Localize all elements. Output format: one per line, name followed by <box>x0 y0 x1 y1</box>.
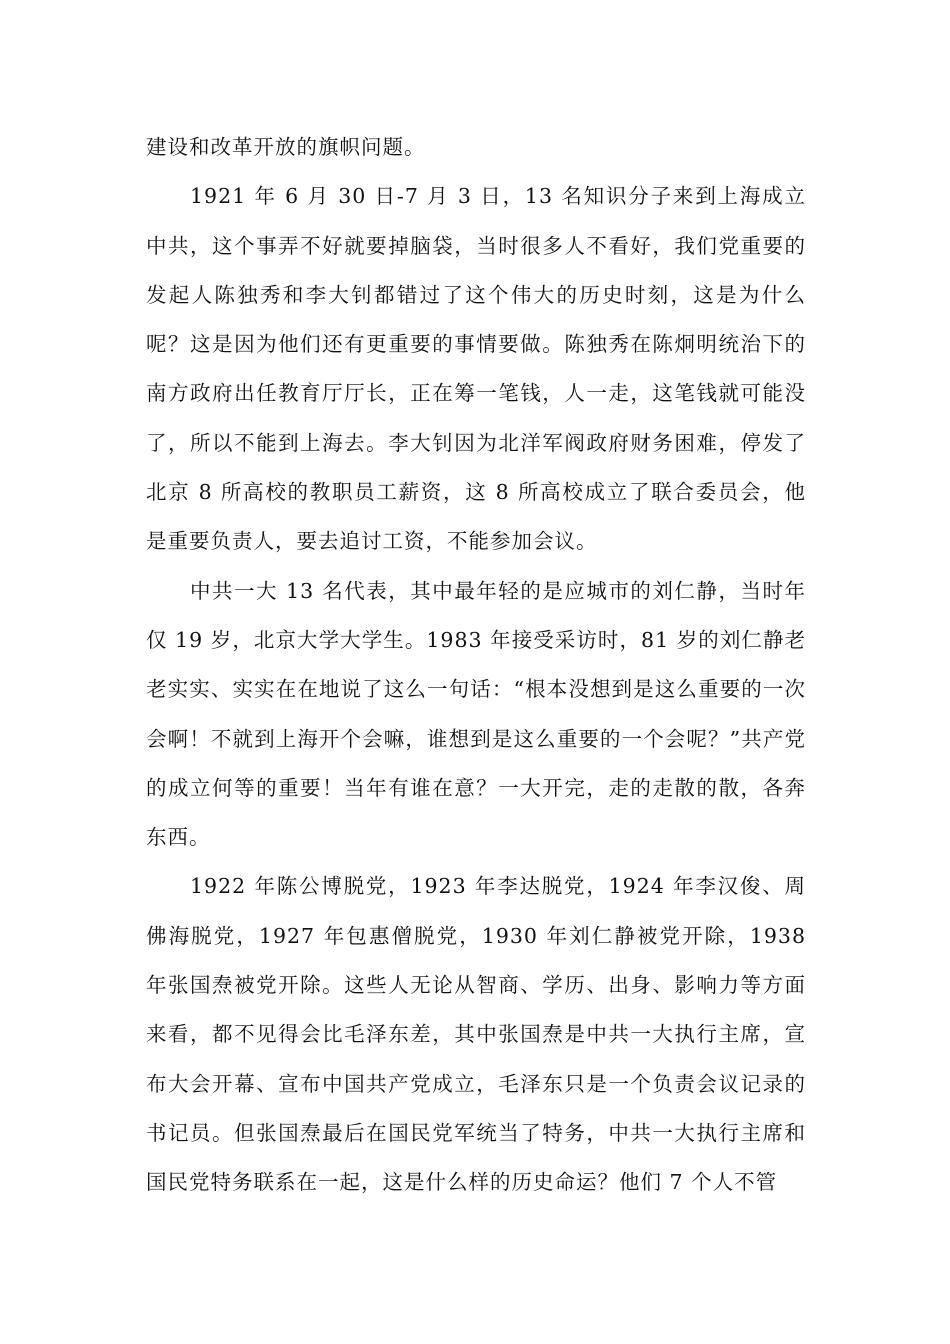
paragraph-founding-1921: 1921 年 6 月 30 日-7 月 3 日，13 名知识分子来到上海成立中共，这个事弄不好就要掉脑袋，当时很多人不看好，我们党重要的发起人陈独秀和李大钊都错过了这个伟大的历史时刻，这是为什么呢？这是因为他们还有更重要的事情要做。陈独秀在陈炯明统治下的南方政府出任教育厅厅长，正在筹一笔钱，人一走，这笔钱就可能没了，所以不能到上海去。李大钊因为北洋军阀政府财务困难，停发了北京 8 所高校的教职员工薪资，这 8 所高校成立了联合委员会，他是重要负责人，要去追讨工资，不能参加会议。 <box>146 184 806 554</box>
document-page <box>146 123 806 1208</box>
paragraph-liu-renjing: 中共一大 13 名代表，其中最年轻的是应城市的刘仁静，当时年仅 19 岁，北京大学大学生。1983 年接受采访时，81 岁的刘仁静老老实实、实实在在地说了这么一句话：“根本没想到是这么重要的一次会啊！不就到上海开个会嘛，谁想到是这么重要的一个会呢？”共产党的成立何等的重要！当年有谁在意？一大开完，走的走散的散，各奔东西。 <box>146 578 806 850</box>
paragraph-continuation: 建设和改革开放的旗帜问题。 <box>146 135 426 159</box>
paragraph-departures: 1922 年陈公博脱党，1923 年李达脱党，1924 年李汉俊、周佛海脱党，1927 年包惠僧脱党，1930 年刘仁静被党开除，1938 年张国焘被党开除。这些人无论从智商、学历、出身、影响力等方面来看，都不见得会比毛泽东差，其中张国焘是中共一大执行主席，宣布大会开幕、宣布中国共产党成立，毛泽东只是一个负责会议记录的书记员。但张国焘最后在国民党军统当了特务，中共一大执行主席和国民党特务联系在一起，这是什么样的历史命运？他们 7 个人不管 <box>146 874 806 1195</box>
